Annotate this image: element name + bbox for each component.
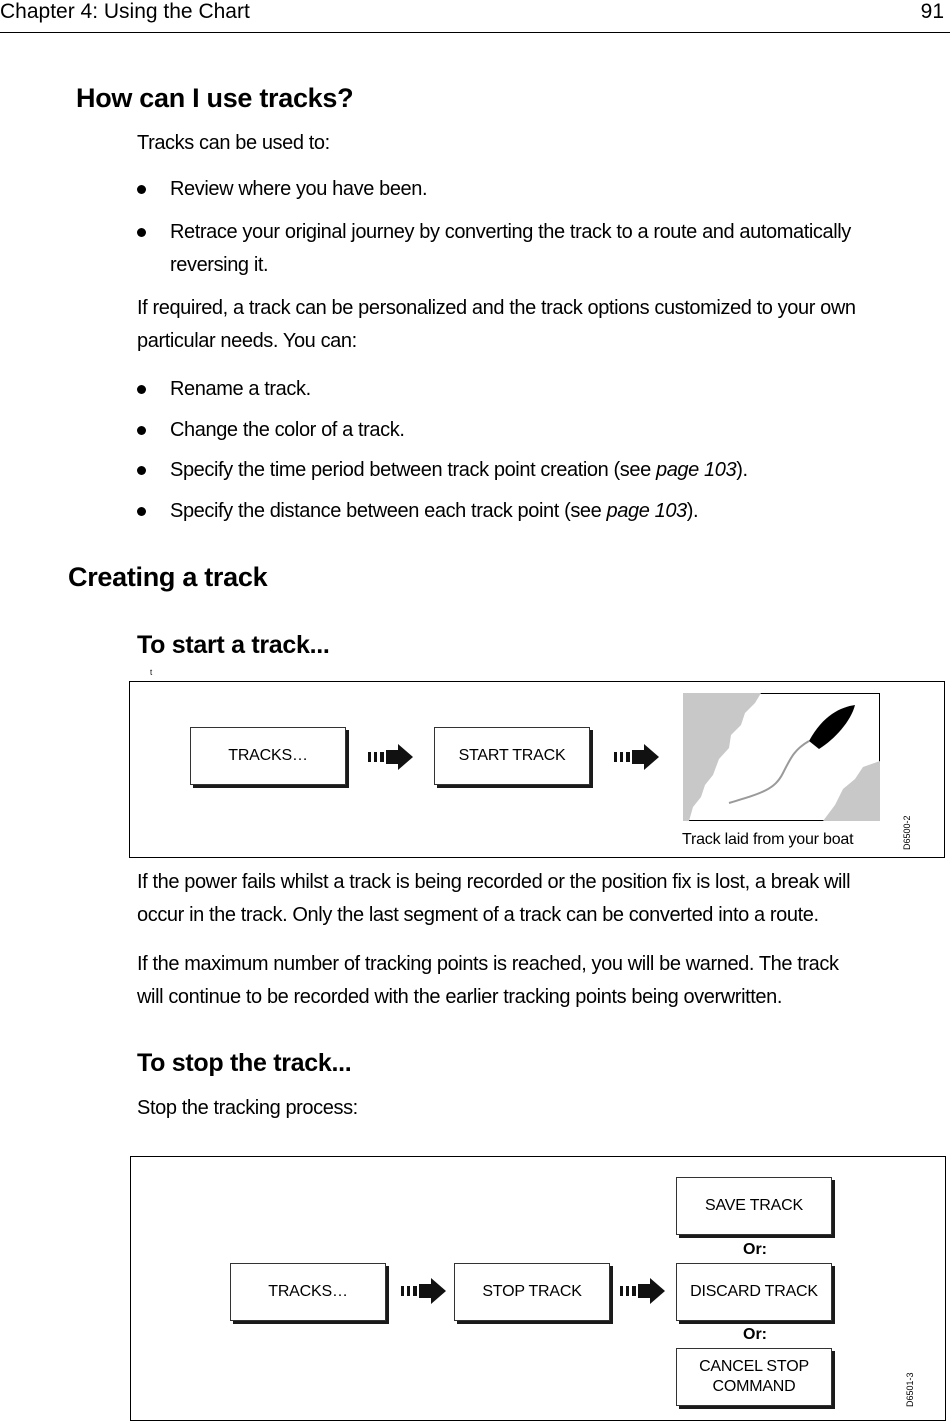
start-track-softkey[interactable]: START TRACK [434, 727, 590, 785]
save-track-softkey[interactable]: SAVE TRACK [676, 1177, 832, 1235]
start-track-diagram [129, 681, 945, 858]
stop-track-softkey[interactable]: STOP TRACK [454, 1263, 610, 1321]
stop-intro: Stop the tracking process: [137, 1097, 358, 1119]
figure-code: D6500-2 [902, 815, 912, 850]
use-item-line1: Retrace your original journey by converting the track to a route and automatically [170, 221, 851, 243]
stop-track-diagram [130, 1156, 946, 1421]
section-heading-create: Creating a track [68, 562, 268, 592]
bullet-icon [137, 185, 146, 194]
option-text: Specify the time period between track point creation (see [170, 459, 656, 481]
use-item: Review where you have been. [170, 178, 428, 200]
or-label: Or: [743, 1241, 767, 1258]
bullet-icon [137, 385, 146, 394]
bullet-icon [137, 507, 146, 516]
tracks-softkey[interactable]: TRACKS… [190, 727, 346, 785]
page-reference-link[interactable]: page 103 [606, 500, 687, 522]
page-header [0, 0, 950, 33]
arrow-right-icon [620, 1278, 666, 1304]
discard-track-softkey[interactable]: DISCARD TRACK [676, 1263, 832, 1321]
option-item-distance [170, 495, 698, 528]
power-para-line1: If the power fails whilst a track is being recorded or the position fix is lost, a break will [137, 871, 851, 893]
arrow-right-icon [368, 744, 414, 770]
tracks-softkey[interactable]: TRACKS… [230, 1263, 386, 1321]
bullet-icon [137, 228, 146, 237]
stray-mark: t [150, 668, 153, 677]
cancel-label-line1: CANCEL STOP [699, 1358, 809, 1375]
use-item-line2: reversing it. [170, 254, 269, 276]
diagram-caption: Track laid from your boat [682, 831, 854, 848]
option-item: Rename a track. [170, 378, 311, 400]
cancel-label-line2: COMMAND [712, 1378, 796, 1395]
max-para-line2: will continue to be recorded with the earlier tracking points being overwritten. [137, 986, 783, 1008]
custom-para-line1: If required, a track can be personalized and the track options customized to your own [137, 297, 856, 319]
bullet-icon [137, 426, 146, 435]
stop-track-heading: To stop the track... [137, 1049, 352, 1077]
option-text-end: ). [736, 459, 748, 481]
arrow-right-icon [614, 744, 660, 770]
page-reference-link[interactable]: page 103 [655, 459, 737, 481]
cancel-stop-command-softkey[interactable] [676, 1348, 832, 1406]
max-para-line1: If the maximum number of tracking points is reached, you will be warned. The track [137, 953, 839, 975]
or-label: Or: [743, 1326, 767, 1343]
page-number: 91 [920, 0, 944, 23]
option-item-time [170, 454, 748, 487]
start-track-heading: To start a track... [137, 631, 330, 659]
bullet-icon [137, 466, 146, 475]
tracks-intro: Tracks can be used to: [137, 132, 330, 154]
option-item: Change the color of a track. [170, 419, 405, 441]
custom-para-line2: particular needs. You can: [137, 330, 357, 352]
figure-code: D6501-3 [905, 1372, 915, 1407]
power-para-line2: occur in the track. Only the last segment of a track can be converted into a route. [137, 904, 819, 926]
chapter-title: Chapter 4: Using the Chart [0, 0, 250, 23]
section-heading-tracks: How can I use tracks? [76, 83, 354, 113]
option-text: Specify the distance between each track point (see [170, 500, 607, 522]
arrow-right-icon [401, 1278, 447, 1304]
chart-track-illustration [683, 693, 880, 821]
option-text-end: ). [686, 500, 699, 522]
